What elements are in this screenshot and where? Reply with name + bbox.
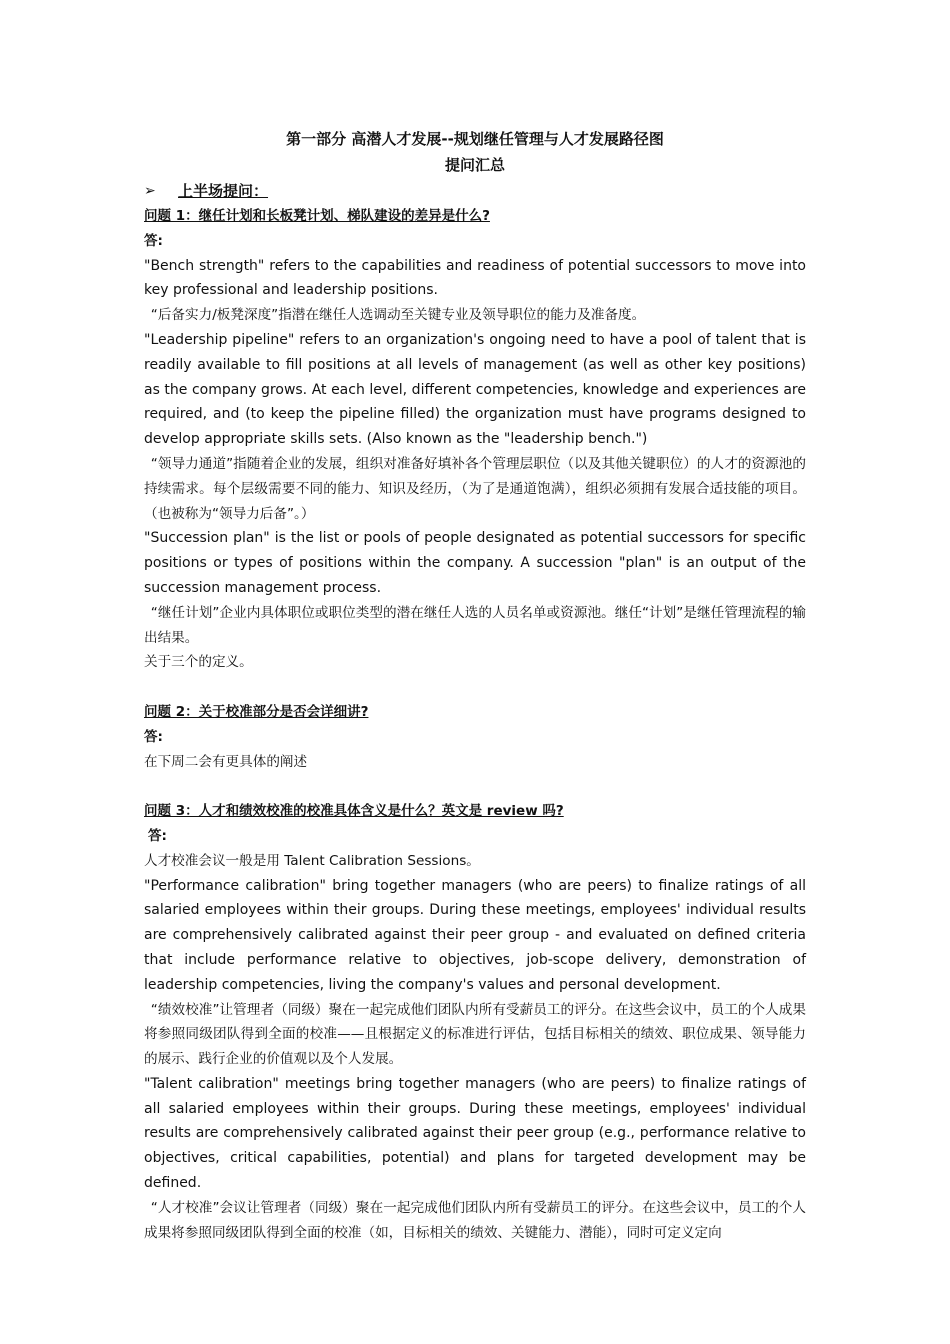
question-3: 问题 3：人才和绩效校准的校准具体含义是什么？英文是 review 吗? bbox=[144, 803, 564, 820]
spacer bbox=[144, 675, 806, 700]
section-label: 上半场提问： bbox=[178, 182, 269, 200]
q1-paragraph: "Succession plan" is the list or pools of people designated as potential successors for specific positions or types of positions within the company. A succession "plan" is an output of the succession management process. bbox=[144, 530, 806, 596]
q2-paragraph: 在下周二会有更具体的阐述 bbox=[144, 753, 308, 770]
answer-label-1: 答: bbox=[144, 232, 163, 249]
q3-paragraph: "Talent calibration" meetings bring together managers (who are peers) to finalize ratings of all salaried employees within their groups. During these meetings, employees' individual results are comprehensively calibrated against their peer group (e.g., performance relative to objectives, critical capabilities, potential) and plans for targeted development may be defined. bbox=[144, 1075, 806, 1192]
q3-paragraph: “人才校准”会议让管理者（同级）聚在一起完成他们团队内所有受薪员工的评分。在这些会议中，员工的个人成果将参照同级团队得到全面的校准（如，目标相关的绩效、关键能力、潜能），同时可定义定向 bbox=[144, 1199, 806, 1241]
q1-paragraph: 关于三个的定义。 bbox=[144, 654, 253, 671]
q1-paragraph: "Leadership pipeline" refers to an organization's ongoing need to have a pool of talent that is readily available to fill positions at all levels of management (as well as other key positions) as the company grows. At each level, different competencies, knowledge and experiences are required, and (to keep the pipeline filled) the organization must have programs designed to develop appropriate skills sets. (Also known as the "leadership bench.") bbox=[144, 331, 806, 448]
answer-label-2: 答: bbox=[144, 728, 163, 745]
document-title: 第一部分 高潜人才发展--规划继任管理与人才发展路径图 bbox=[286, 130, 664, 148]
document-subtitle: 提问汇总 bbox=[444, 156, 505, 174]
q1-paragraph: “继任计划”企业内具体职位或职位类型的潜在继任人选的人员名单或资源池。继任“计划”是继任管理流程的输出结果。 bbox=[144, 604, 806, 646]
document-page bbox=[144, 126, 806, 1245]
question-2: 问题 2：关于校准部分是否会详细讲? bbox=[144, 703, 369, 720]
q1-paragraph: “领导力通道”指随着企业的发展，组织对准备好填补各个管理层职位（以及其他关键职位）的人才的资源池的持续需求。每个层级需要不同的能力、知识及经历，（为了是通道饱满），组织必须拥有发展合适技能的项目。（也被称为“领导力后备”。） bbox=[144, 455, 806, 522]
q1-paragraph: "Bench strength" refers to the capabilities and readiness of potential successors to move into key professional and leadership positions. bbox=[144, 257, 806, 299]
q3-paragraph: “绩效校准”让管理者（同级）聚在一起完成他们团队内所有受薪员工的评分。在这些会议中，员工的个人成果将参照同级团队得到全面的校准——且根据定义的标准进行评估，包括目标相关的绩效、职位成果、领导能力的展示、践行企业的价值观以及个人发展。 bbox=[144, 1001, 806, 1068]
answer-label-3: 答: bbox=[148, 827, 167, 844]
q3-paragraph: "Performance calibration" bring together managers (who are peers) to finalize ratings of all salaried employees within their groups. During these meetings, employees' individual results are comprehensively calibrated against their peer group - and evaluated on defined criteria that include performance relative to objectives, job-scope delivery, demonstration of leadership competencies, living the company's values and personal development. bbox=[144, 877, 806, 993]
q3-paragraph: 人才校准会议一般是用 Talent Calibration Sessions。 bbox=[144, 852, 480, 869]
spacer bbox=[144, 774, 806, 799]
question-1: 问题 1：继任计划和长板凳计划、梯队建设的差异是什么? bbox=[144, 208, 490, 224]
arrow-bullet-icon: ➢ bbox=[144, 183, 156, 199]
q1-paragraph: “后备实力/板凳深度”指潜在继任人选调动至关键专业及领导职位的能力及准备度。 bbox=[150, 307, 646, 324]
section-heading bbox=[144, 178, 806, 204]
